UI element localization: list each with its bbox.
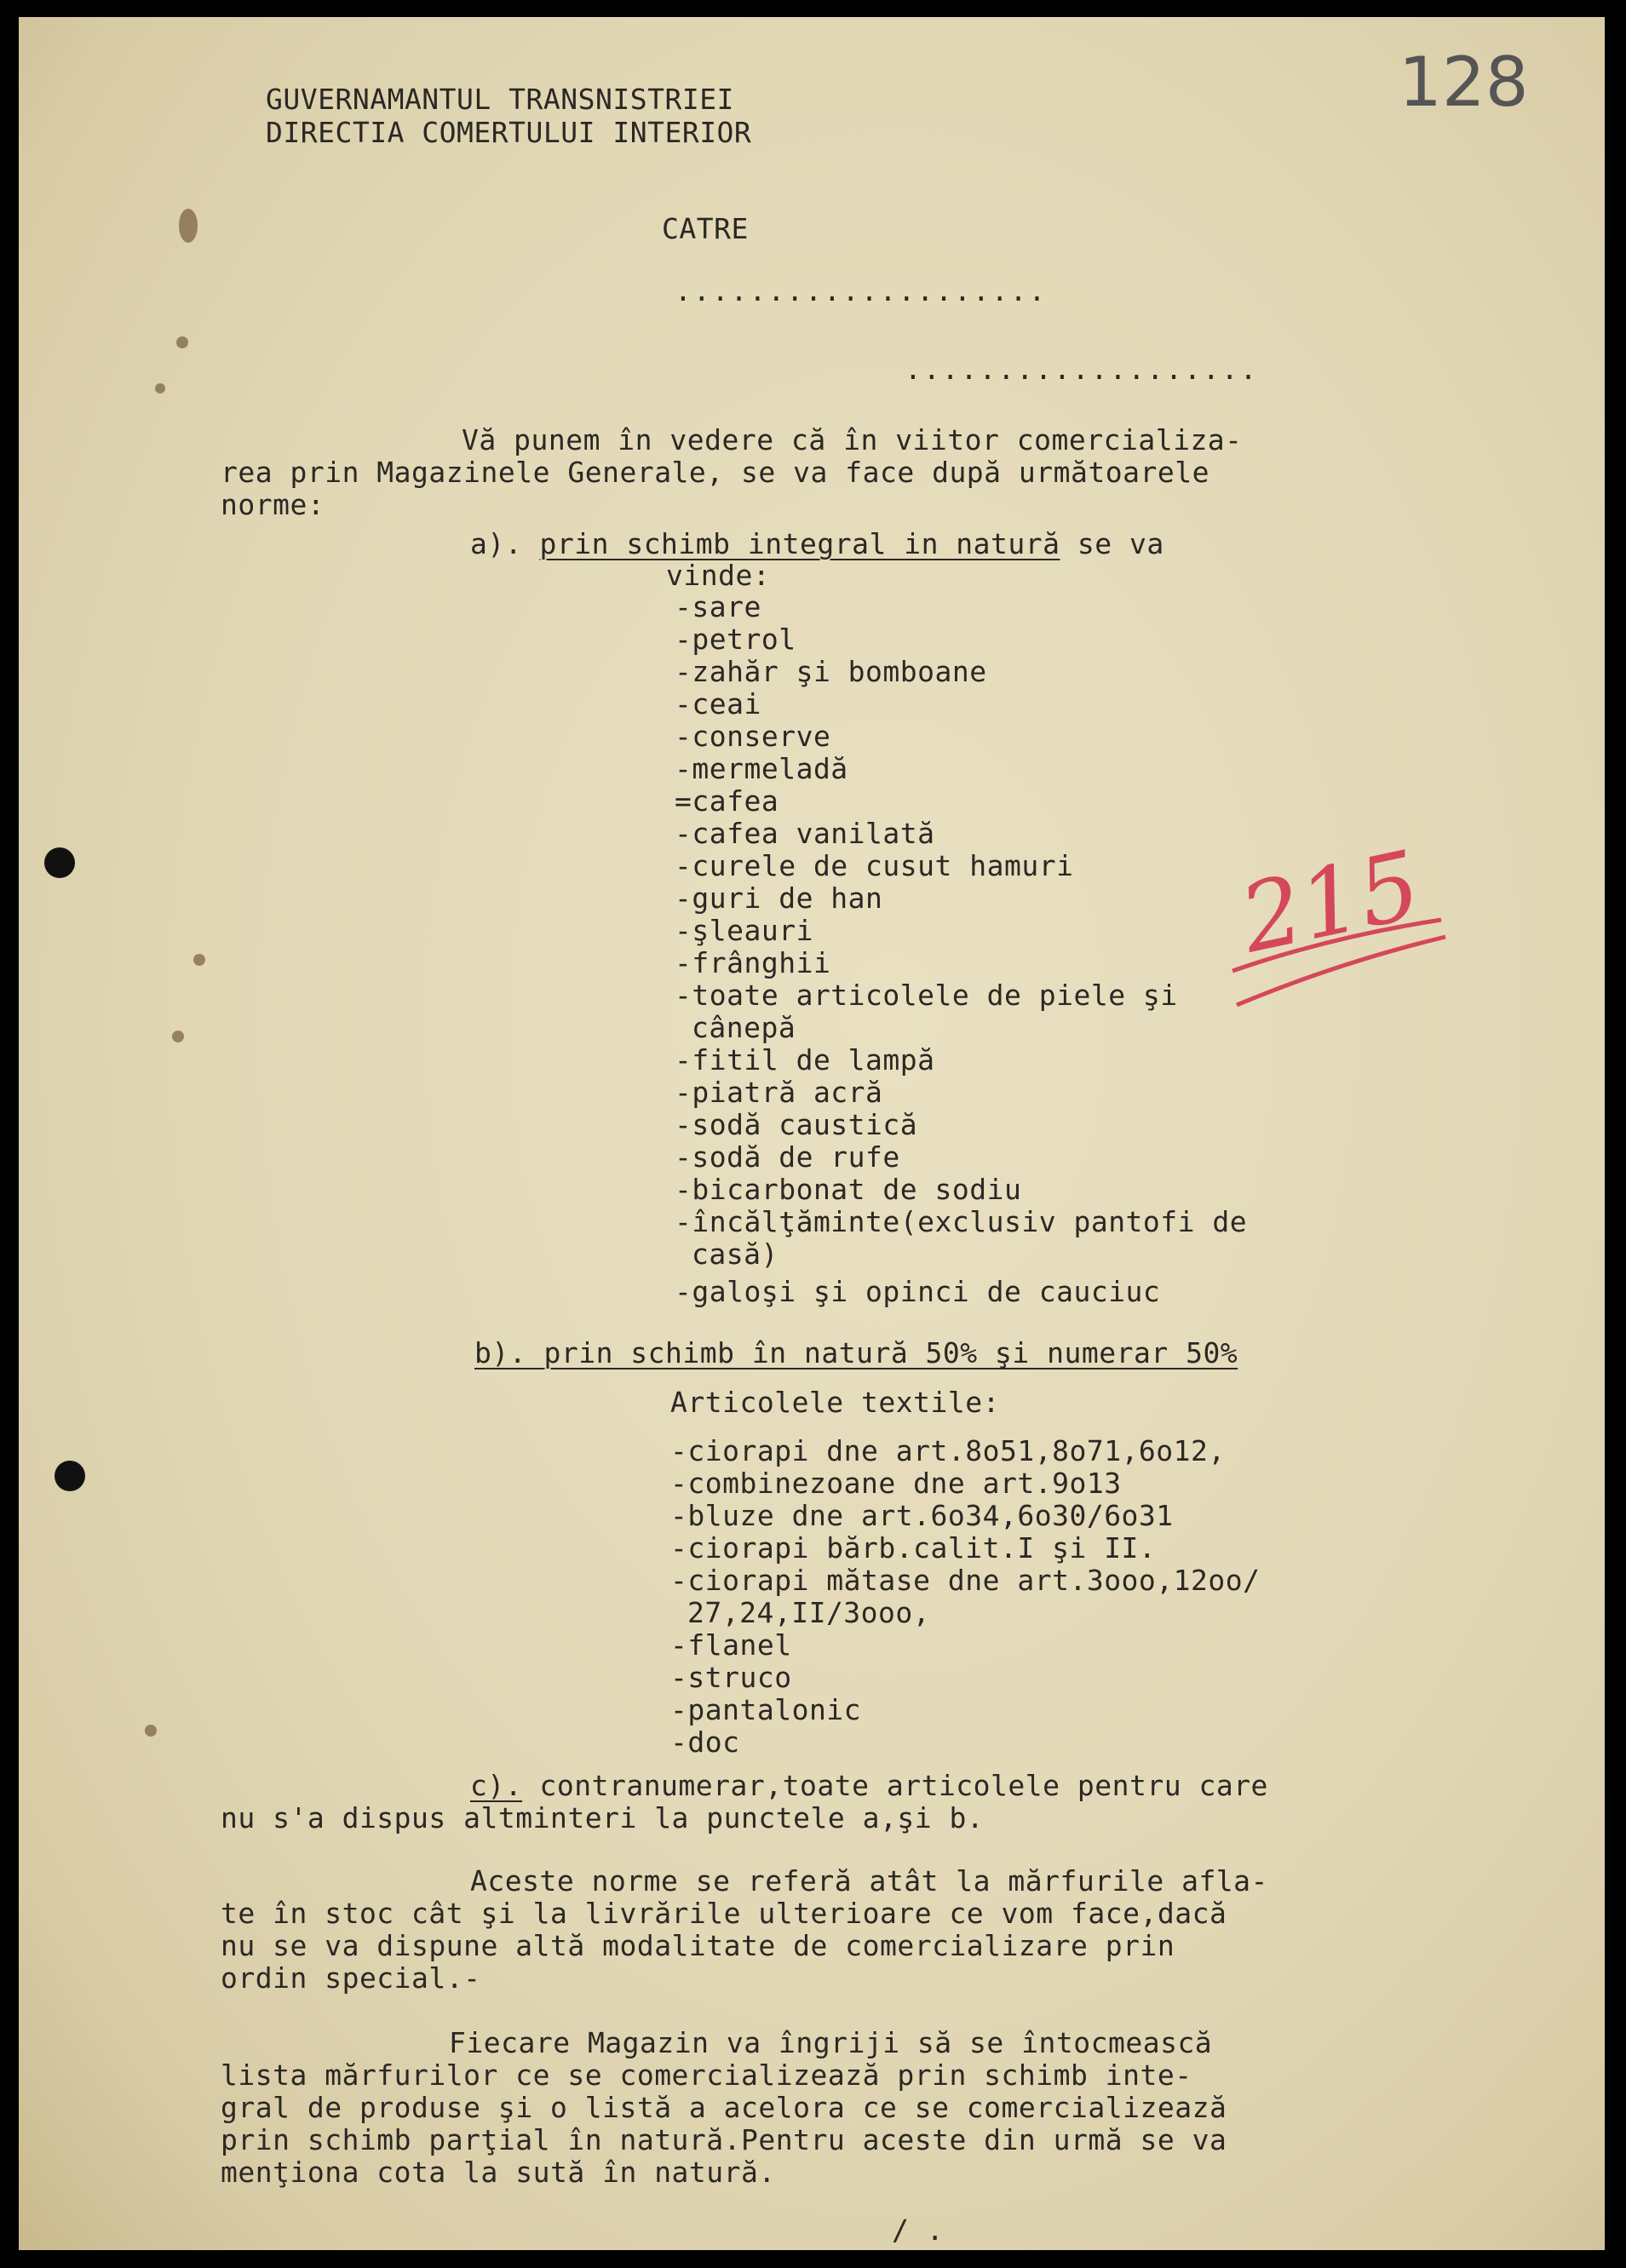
- list-item: -pantalonic: [670, 1693, 862, 1726]
- list-item: -bluze dne art.6o34,6o30/6o31: [670, 1499, 1174, 1532]
- section-b-subtitle: Articolele textile:: [670, 1386, 1000, 1419]
- stain: [145, 1725, 157, 1737]
- list-item: -struco: [670, 1661, 792, 1694]
- paragraph-3-line-3: gral de produse şi o listă a acelora ce se comercializează: [221, 2091, 1227, 2124]
- stain: [176, 336, 188, 348]
- red-strike-lines: [1228, 903, 1450, 1022]
- list-item: cânepă: [692, 1011, 796, 1044]
- stain: [172, 1031, 184, 1042]
- list-item: -ceai: [675, 687, 761, 721]
- section-b-heading: [474, 1337, 1238, 1369]
- page-continuation-mark: / .: [892, 2213, 945, 2247]
- list-item: -cafea vanilată: [675, 817, 935, 850]
- paragraph-2-line-4: ordin special.-: [221, 1961, 481, 1995]
- list-item: -fitil de lampă: [675, 1043, 935, 1077]
- header-line-2: DIRECTIA COMERTULUI INTERIOR: [266, 116, 752, 149]
- list-item: -ciorapi mătase dne art.3ooo,12oo/: [670, 1564, 1261, 1597]
- addressee-label: CATRE: [662, 212, 749, 245]
- list-item: -sodă caustică: [675, 1108, 918, 1141]
- paragraph-3-line-2: lista mărfurilor ce se comercializează prin schimb inte-: [221, 2058, 1192, 2092]
- list-item: -doc: [670, 1725, 740, 1759]
- list-item: -bicarbonat de sodiu: [675, 1173, 1022, 1206]
- page-number: 128: [1399, 43, 1529, 122]
- header-line-1: GUVERNAMANTUL TRANSNISTRIEI: [266, 83, 734, 116]
- punch-hole: [44, 847, 75, 878]
- intro-line-3: norme:: [221, 488, 325, 521]
- address-dots-1: ....................: [675, 274, 1048, 307]
- document-page: [19, 17, 1605, 2250]
- list-item: -sare: [675, 590, 761, 623]
- list-item: -piatră acră: [675, 1076, 883, 1109]
- section-c-continuation: nu s'a dispus altminteri la punctele a,şi b.: [221, 1801, 985, 1834]
- list-item: -guri de han: [675, 881, 883, 915]
- list-item: -combinezoane dne art.9o13: [670, 1467, 1122, 1500]
- section-a-title: prin schimb integral in natură: [539, 527, 1060, 560]
- paragraph-2-line-3: nu se va dispune altă modalitate de comercializare prin: [221, 1929, 1175, 1962]
- punch-hole: [55, 1461, 85, 1491]
- list-item: 27,24,II/3ooo,: [687, 1596, 931, 1629]
- intro-line-2: rea prin Magazinele Generale, se va face după următoarele: [221, 456, 1209, 489]
- paragraph-3-line-4: prin schimb parţial în natură.Pentru aceste din urmă se va: [221, 2123, 1227, 2156]
- list-item: -petrol: [675, 623, 796, 656]
- section-c-label: c).: [470, 1769, 523, 1802]
- list-item: -galoşi şi opinci de cauciuc: [675, 1275, 1161, 1308]
- list-item: -frânghii: [675, 946, 831, 979]
- stain: [155, 383, 165, 393]
- stain: [179, 209, 198, 243]
- list-item: -ciorapi dne art.8o51,8o71,6o12,: [670, 1434, 1226, 1467]
- section-c-heading: [470, 1770, 1268, 1801]
- list-item: -toate articolele de piele şi: [675, 979, 1178, 1012]
- section-a-label: a).: [470, 527, 523, 560]
- stain: [193, 954, 205, 966]
- address-dots-2: ...................: [905, 353, 1259, 386]
- list-item: -şleauri: [675, 914, 813, 947]
- list-item: -flanel: [670, 1628, 792, 1662]
- list-item: -zahăr şi bomboane: [675, 655, 987, 688]
- list-item: -curele de cusut hamuri: [675, 849, 1074, 882]
- section-b-title: b). prin schimb în natură 50% şi numerar 50%: [474, 1336, 1238, 1369]
- list-item: -ciorapi bărb.calit.I şi II.: [670, 1531, 1157, 1565]
- paragraph-2-line-2: te în stoc cât şi la livrările ulterioare ce vom face,dacă: [221, 1897, 1227, 1930]
- paragraph-2-line-1: Aceste norme se referă atât la mărfurile afla-: [470, 1864, 1268, 1898]
- intro-line-1: Vă punem în vedere că în viitor comercializa-: [462, 423, 1243, 456]
- paragraph-3-line-5: menţiona cota la sută în natură.: [221, 2156, 776, 2189]
- list-item: -încălţăminte(exclusiv pantofi de: [675, 1205, 1248, 1238]
- list-item: -sodă de rufe: [675, 1140, 900, 1174]
- paragraph-3-line-1: Fiecare Magazin va îngriji să se întocmească: [449, 2026, 1213, 2059]
- section-a-continuation: vinde:: [666, 559, 771, 592]
- red-handwritten-number: 215: [1231, 830, 1429, 974]
- list-item: -conserve: [675, 720, 831, 753]
- list-item: -mermeladă: [675, 752, 848, 785]
- list-item: =cafea: [675, 784, 779, 818]
- section-c-text: contranumerar,toate articolele pentru care: [539, 1769, 1268, 1802]
- section-a-heading: [470, 528, 1164, 560]
- section-a-title-end: se va: [1077, 527, 1164, 560]
- list-item: casă): [692, 1237, 779, 1271]
